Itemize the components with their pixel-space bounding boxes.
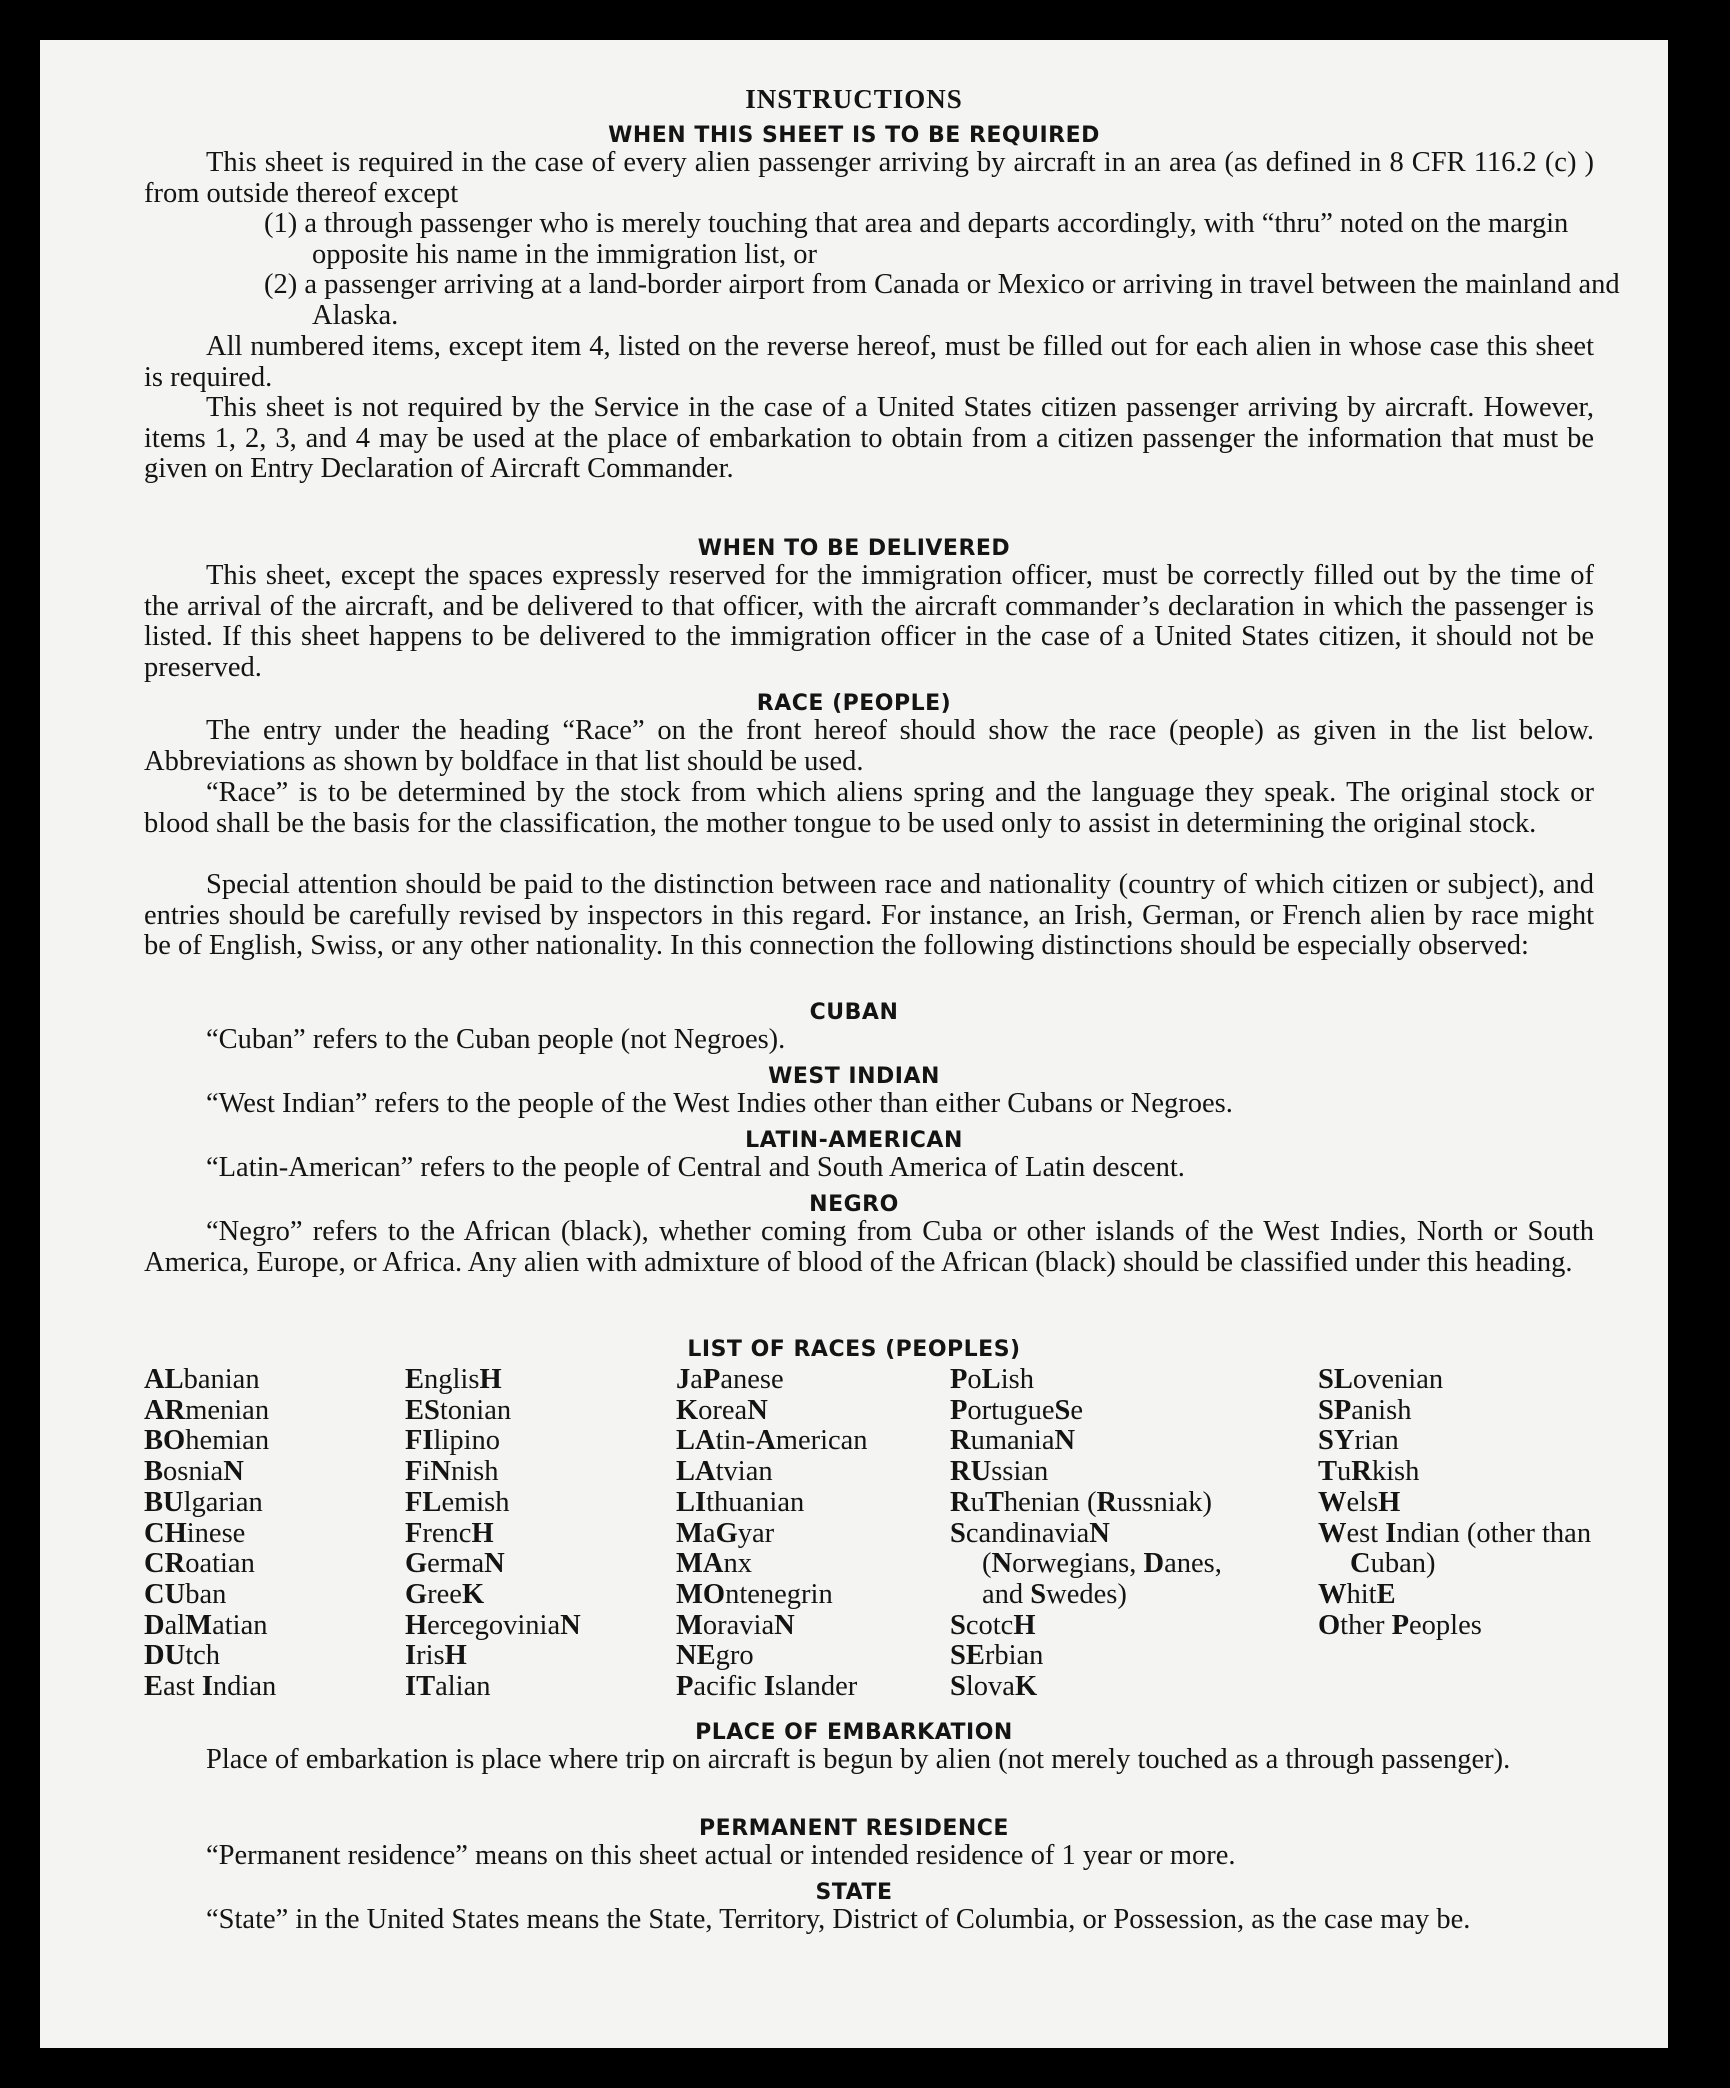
para-required: This sheet is required in the case of every alien passenger arriving by aircraft in an area (as defined in 8 CFR 116.2 (c) ) from outside thereof except [144,147,1594,209]
race-list-item: ScotcH [950,1609,1036,1641]
race-list-item: East Indian [144,1671,277,1703]
races-column-3 [676,1365,868,1703]
race-list-item: NEgro [676,1640,754,1672]
race-list-item: Pacific Islander [676,1671,858,1703]
heading-when-delivered: WHEN TO BE DELIVERED [697,536,1011,561]
race-list-item: PortugueSe [950,1394,1083,1426]
race-list-item: FIlipino [405,1425,501,1457]
heading-list-of-races: LIST OF RACES (PEOPLES) [687,1337,1021,1362]
para-delivered: This sheet, except the spaces expressly reserved for the immigration officer, must be correctly filled out by the time of the arrival of the aircraft, and be delivered to that officer, with the aircraft commander’s declaration in which the passenger is listed. If this sheet happens to be delivered to the immigration officer in the case of a United States citizen, it should not be preserved. [144,560,1594,684]
races-column-1 [144,1365,276,1703]
para-permanent-residence: “Permanent residence” means on this sheet actual or intended residence of 1 year or more. [206,1840,1236,1871]
para-race-stock: “Race” is to be determined by the stock from which aliens spring and the language they speak. The original stock or blood shall be the basis for the classification, the mother tongue to be used only to assist in determining the original stock. [144,777,1594,839]
exception-item-2: (2) a passenger arriving at a land-border airport from Canada or Mexico or arriving in travel between the mainland and Alaska. [264,269,1620,331]
heading-negro: NEGRO [809,1192,899,1217]
race-list-item: ITalian [405,1671,491,1703]
race-list-item: IrisH [405,1640,467,1672]
exception-item-1: (1) a through passenger who is merely touching that area and departs accordingly, with “thru” noted on the margin opposite his name in the immigration list, or [264,208,1569,270]
race-list-item: EnglisH [405,1364,502,1395]
race-list-item: SPanish [1318,1394,1412,1426]
race-list-item: CHinese [144,1517,246,1549]
race-list-item: BosniaN [144,1456,244,1488]
race-list-item: MaGyar [676,1517,775,1549]
para-negro: “Negro” refers to the African (black), whether coming from Cuba or other islands of the West Indies, North or South America, Europe, or Africa. Any alien with admixture of blood of the African (black) should be classified under this heading. [144,1216,1594,1278]
race-list-item: ALbanian [144,1364,260,1395]
race-list-item: LAtvian [676,1456,773,1488]
para-cuban: “Cuban” refers to the Cuban people (not Negroes). [206,1024,786,1055]
race-list-item: WhitE [1318,1578,1396,1610]
race-list-item: ARmenian [144,1394,270,1426]
race-list-item: PoLish [950,1364,1034,1395]
race-list-item: MAnx [676,1548,752,1580]
heading-embarkation: PLACE OF EMBARKATION [695,1720,1013,1745]
race-list-item: EStonian [405,1394,512,1426]
para-latin-american: “Latin-American” refers to the people of Central and South America of Latin descent. [206,1152,1185,1183]
race-list-item: West Indian (other than Cuban) [1318,1517,1592,1580]
para-race-nationality: Special attention should be paid to the distinction between race and nationality (country of which citizen or subject), and entries should be carefully revised by inspectors in this regard. For instance, an Irish, German, or French alien by race might be of English, Swiss, or any other nationality. In this connection the following distinctions should be especially observed: [144,869,1594,962]
heading-state: STATE [815,1880,893,1905]
race-list-item: SlovaK [950,1671,1038,1703]
race-list-item: SYrian [1318,1425,1399,1457]
race-list-item: JaPanese [676,1364,784,1395]
race-list-item: BOhemian [144,1425,270,1457]
heading-when-required: WHEN THIS SHEET IS TO BE REQUIRED [608,123,1100,148]
race-list-item: RuThenian (Russniak) [950,1486,1213,1518]
race-list-item: BUlgarian [144,1486,263,1518]
race-list-item: KoreaN [676,1394,768,1426]
race-list-item: RumaniaN [950,1425,1076,1457]
race-list-item: DalMatian [144,1609,268,1641]
races-column-4 [950,1365,1270,1703]
heading-race: RACE (PEOPLE) [756,691,952,716]
race-list-item: ScandinaviaN (Norwegians, Danes, and Swedes) [950,1517,1222,1610]
para-not-required: This sheet is not required by the Service in the case of a United States citizen passenger arriving by aircraft. However, items 1, 2, 3, and 4 may be used at the place of embarkation to obtain from a citizen passenger the information that must be given on Entry Declaration of Aircraft Commander. [144,392,1594,485]
document-page [40,40,1668,2048]
races-column-2 [405,1365,581,1703]
race-list-item: SLovenian [1318,1364,1444,1395]
races-column-5 [1318,1365,1608,1641]
heading-west-indian: WEST INDIAN [768,1064,940,1089]
race-list-item: TuRkish [1318,1456,1420,1488]
race-list-item: GermaN [405,1548,505,1580]
race-list-item: CUban [144,1578,227,1610]
race-list-item: FLemish [405,1486,510,1518]
race-list-item: RUssian [950,1456,1049,1488]
race-list-item: HercegoviniaN [405,1609,581,1641]
heading-permanent-residence: PERMANENT RESIDENCE [699,1816,1009,1841]
race-list-item: Other Peoples [1318,1609,1482,1641]
heading-latin-american: LATIN-AMERICAN [745,1128,963,1153]
race-list-item: LAtin-American [676,1425,868,1457]
race-list-item: CRoatian [144,1548,255,1580]
para-numbered-items: All numbered items, except item 4, listed on the reverse hereof, must be filled out for each alien in whose case this sheet is required. [144,331,1594,393]
race-list-item: MoraviaN [676,1609,795,1641]
race-list-item: FiNnish [405,1456,499,1488]
race-list-item: DUtch [144,1640,221,1672]
race-list-item: FrencH [405,1517,494,1549]
race-list-item: MOntenegrin [676,1578,833,1610]
race-list-item: LIthuanian [676,1486,805,1518]
race-list-item: SErbian [950,1640,1044,1672]
heading-cuban: CUBAN [809,1000,899,1025]
race-list-item: GreeK [405,1578,485,1610]
para-embarkation: Place of embarkation is place where trip on aircraft is begun by alien (not merely touched as a through passenger). [206,1744,1511,1775]
page-title: INSTRUCTIONS [745,84,963,114]
para-race-entry: The entry under the heading “Race” on the front hereof should show the race (people) as given in the list below. Abbreviations as shown by boldface in that list should be used. [144,715,1594,777]
race-list-item: WelsH [1318,1486,1401,1518]
para-west-indian: “West Indian” refers to the people of the West Indies other than either Cubans or Negroes. [206,1088,1233,1119]
para-state: “State” in the United States means the State, Territory, District of Columbia, or Possession, as the case may be. [206,1904,1471,1935]
